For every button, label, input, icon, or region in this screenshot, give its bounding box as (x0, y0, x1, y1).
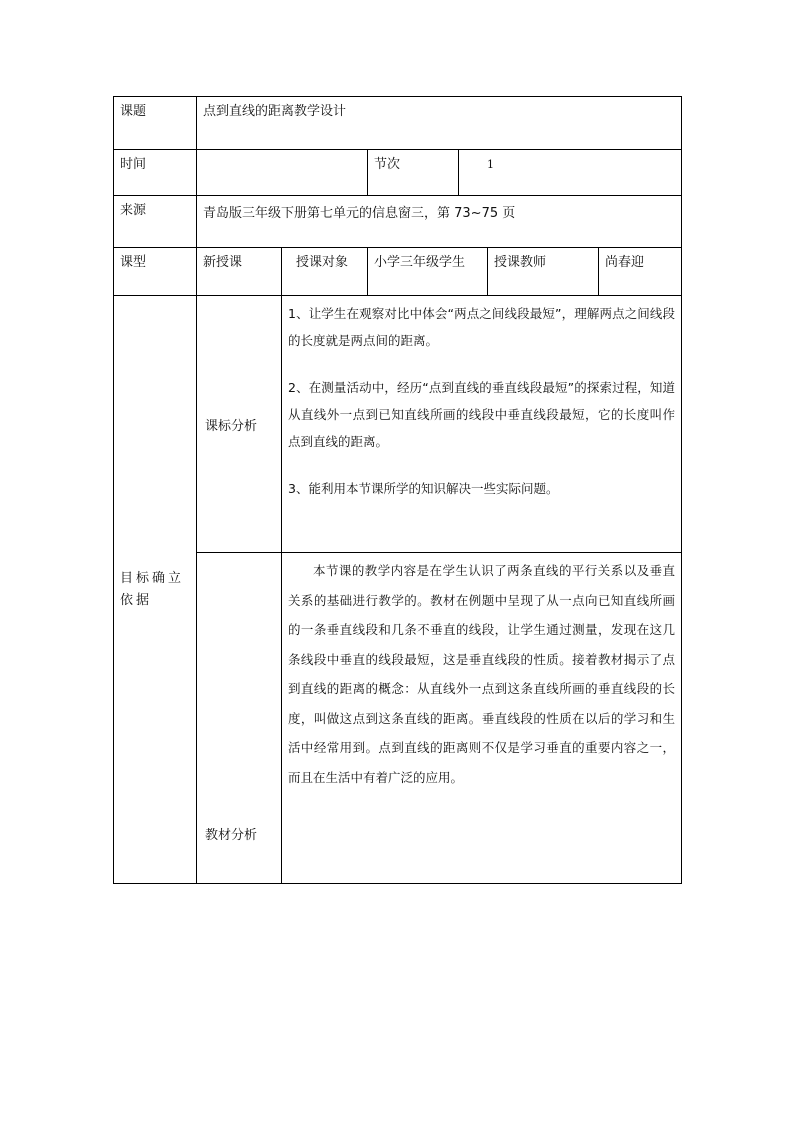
lesson-type-label-cell (114, 248, 197, 296)
row-lesson-type (114, 248, 682, 296)
standards-item-2: 2、在测量活动中，经历“点到直线的垂直线段最短”的探索过程，知道从直线外一点到已知直线所画的线段中垂直线段最短，它的长度叫作点到直线的距离。 (288, 380, 676, 449)
subject-label: 课题 (120, 104, 147, 119)
teacher-label: 授课教师 (494, 255, 547, 270)
standards-label: 课标分析 (205, 418, 258, 434)
standards-item-3: 3、能利用本节课所学的知识解决一些实际问题。 (288, 481, 559, 496)
time-value (197, 150, 367, 156)
standards-content-cell (282, 296, 682, 553)
time-label-cell (114, 150, 197, 196)
session-label: 节次 (374, 157, 401, 172)
row-source (114, 196, 682, 248)
row-textbook (114, 553, 682, 884)
lesson-plan-table (113, 96, 682, 884)
basis-label: 目标确立依据 (120, 570, 185, 608)
lesson-type-value-cell (197, 248, 282, 296)
teacher-label-cell (488, 248, 599, 296)
audience-value-cell (368, 248, 488, 296)
subject-value-cell (197, 97, 682, 150)
source-label: 来源 (120, 203, 147, 218)
time-label: 时间 (120, 157, 147, 172)
audience-value: 小学三年级学生 (374, 255, 466, 270)
lesson-type-label: 课型 (120, 255, 147, 270)
lesson-type-value: 新授课 (203, 255, 243, 270)
standards-item-1: 1、让学生在观察对比中体会“两点之间线段最短”，理解两点之间线段的长度就是两点间的距离。 (288, 306, 676, 348)
textbook-text: 本节课的教学内容是在学生认识了两条直线的平行关系以及垂直关系的基础进行教学的。教材在例题中呈现了从一点向已知直线所画的一条垂直线段和几条不垂直的线段，让学生通过测量，发现在这几条线段中垂直的线段最短，这是垂直线段的性质。接着教材揭示了点到直线的距离的概念：从直线外一点到这条直线所画的垂直线段的长度，叫做这点到这条直线的距离。垂直线段的性质在以后的学习和生活中经常用到。点到直线的距离则不仅是学习垂直的重要内容之一，而且在生活中有着广泛的应用。 (288, 563, 676, 785)
session-value: 1 (487, 158, 494, 171)
row-time (114, 150, 682, 196)
time-value-cell (197, 150, 368, 196)
textbook-content-cell (282, 553, 682, 884)
audience-label: 授课对象 (296, 255, 349, 270)
row-subject (114, 97, 682, 150)
source-value-cell (197, 196, 682, 248)
source-value: 青岛版三年级下册第七单元的信息窗三，第 73~75 页 (203, 206, 516, 221)
audience-label-cell (282, 248, 368, 296)
session-value-cell (459, 150, 682, 196)
teacher-value: 尚春迎 (605, 255, 645, 270)
session-label-cell (368, 150, 459, 196)
source-label-cell (114, 196, 197, 248)
row-standards (114, 296, 682, 553)
subject-label-cell (114, 97, 197, 150)
textbook-label: 教材分析 (205, 828, 258, 843)
basis-label-cell (114, 296, 197, 884)
textbook-label-cell (197, 553, 282, 884)
subject-value: 点到直线的距离教学设计 (203, 104, 347, 119)
standards-label-cell (197, 296, 282, 553)
teacher-value-cell (599, 248, 682, 296)
